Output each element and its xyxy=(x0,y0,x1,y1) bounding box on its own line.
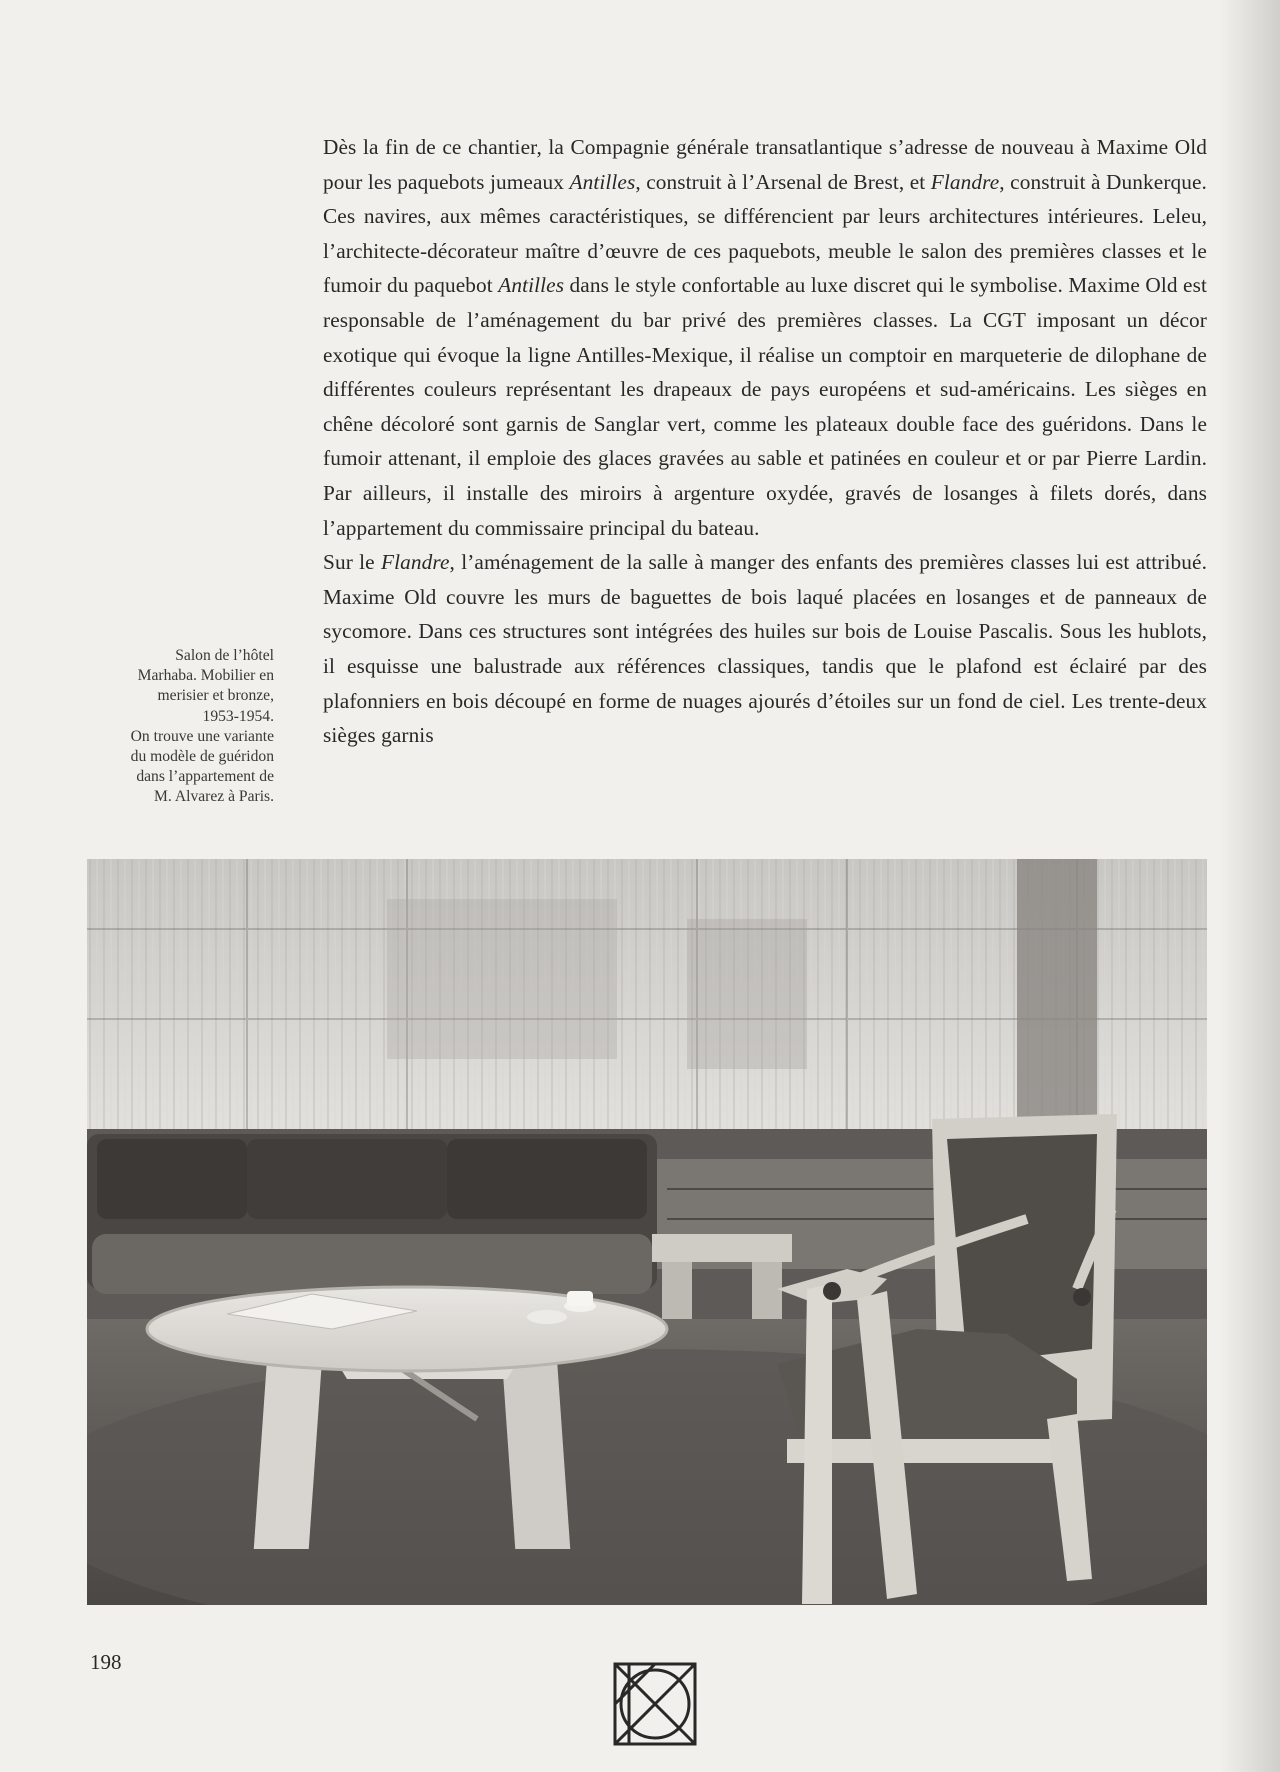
caption-line: merisier et bronze, xyxy=(157,687,274,705)
body-paragraph xyxy=(323,130,1207,545)
text-run: , construit à l’Arsenal de Brest, et xyxy=(635,169,931,194)
caption-line: Marhaba. Mobilier en xyxy=(137,667,274,685)
ship-name: Antilles xyxy=(498,273,565,298)
caption-line: Salon de l’hôtel xyxy=(175,647,274,664)
text-run: , construit à Dunkerque. Ces navires, aux mêmes caractéristiques, se différencient par leurs architectures intérieures. Leleu, l’architecte-décorateur maître d’œuvre de ces paquebots, meuble le salon des premières classes et le fumoir du paquebot xyxy=(323,169,1207,298)
text-run: Dès la fin de ce chantier, la Compagnie générale transatlantique s’adresse de nouveau à Maxime Old pour les paquebots jumeaux xyxy=(323,135,1207,194)
text-run: Sur le xyxy=(323,550,381,575)
caption-line: 1953-1954. xyxy=(202,707,274,725)
body-paragraph xyxy=(323,545,1207,753)
caption-line: M. Alvarez à Paris. xyxy=(154,788,274,806)
page-gutter-shadow xyxy=(1220,0,1280,1772)
caption-line: dans l’appartement de xyxy=(136,768,274,786)
text-run: , l’aménagement de la salle à manger des enfants des premières classes lui est attribué. Maxime Old couvre les murs de baguettes de bois laqué placées en losanges et de panneaux de sycomore. Dans ces structures sont intégrées des huiles sur bois de Louise Pascalis. Sous les hublots, il esquisse une balustrade aux références classiques, tandis que le plafond est éclairé par des plafonniers en bois découpé en forme de nuages ajourés d’étoiles sur un fond de ciel. Les trente-deux sièges garnis xyxy=(323,550,1207,748)
body-text xyxy=(323,130,1207,753)
photo-caption xyxy=(86,646,274,808)
ship-name: Flandre xyxy=(381,550,450,575)
salon-photograph xyxy=(87,859,1207,1605)
monogram-logo-icon xyxy=(609,1658,701,1750)
page-number: 198 xyxy=(90,1650,122,1674)
ship-name: Antilles xyxy=(569,169,636,194)
text-run: dans le style confortable au luxe discret qui le symbolise. Maxime Old est responsable de l’aménagement du bar privé des premières classes. La CGT imposant un décor exotique qui évoque la ligne Antilles-Mexique, il réalise un comptoir en marqueterie de dilophane de différentes couleurs représentant les drapeaux de pays européens et sud-américains. Les sièges en chêne décoloré sont garnis de Sanglar vert, comme les plateaux double face des guéridons. Dans le fumoir attenant, il emploie des glaces gravées au sable et patinées en couleur et or par Pierre Lardin. Par ailleurs, il installe des miroirs à argenture oxydée, gravés de losanges à filets dorés, dans l’appartement du commissaire principal du bateau. xyxy=(323,273,1207,540)
caption-line: du modèle de guéridon xyxy=(130,748,274,766)
caption-line: On trouve une variante xyxy=(130,727,274,745)
ship-name: Flandre xyxy=(930,169,1000,194)
